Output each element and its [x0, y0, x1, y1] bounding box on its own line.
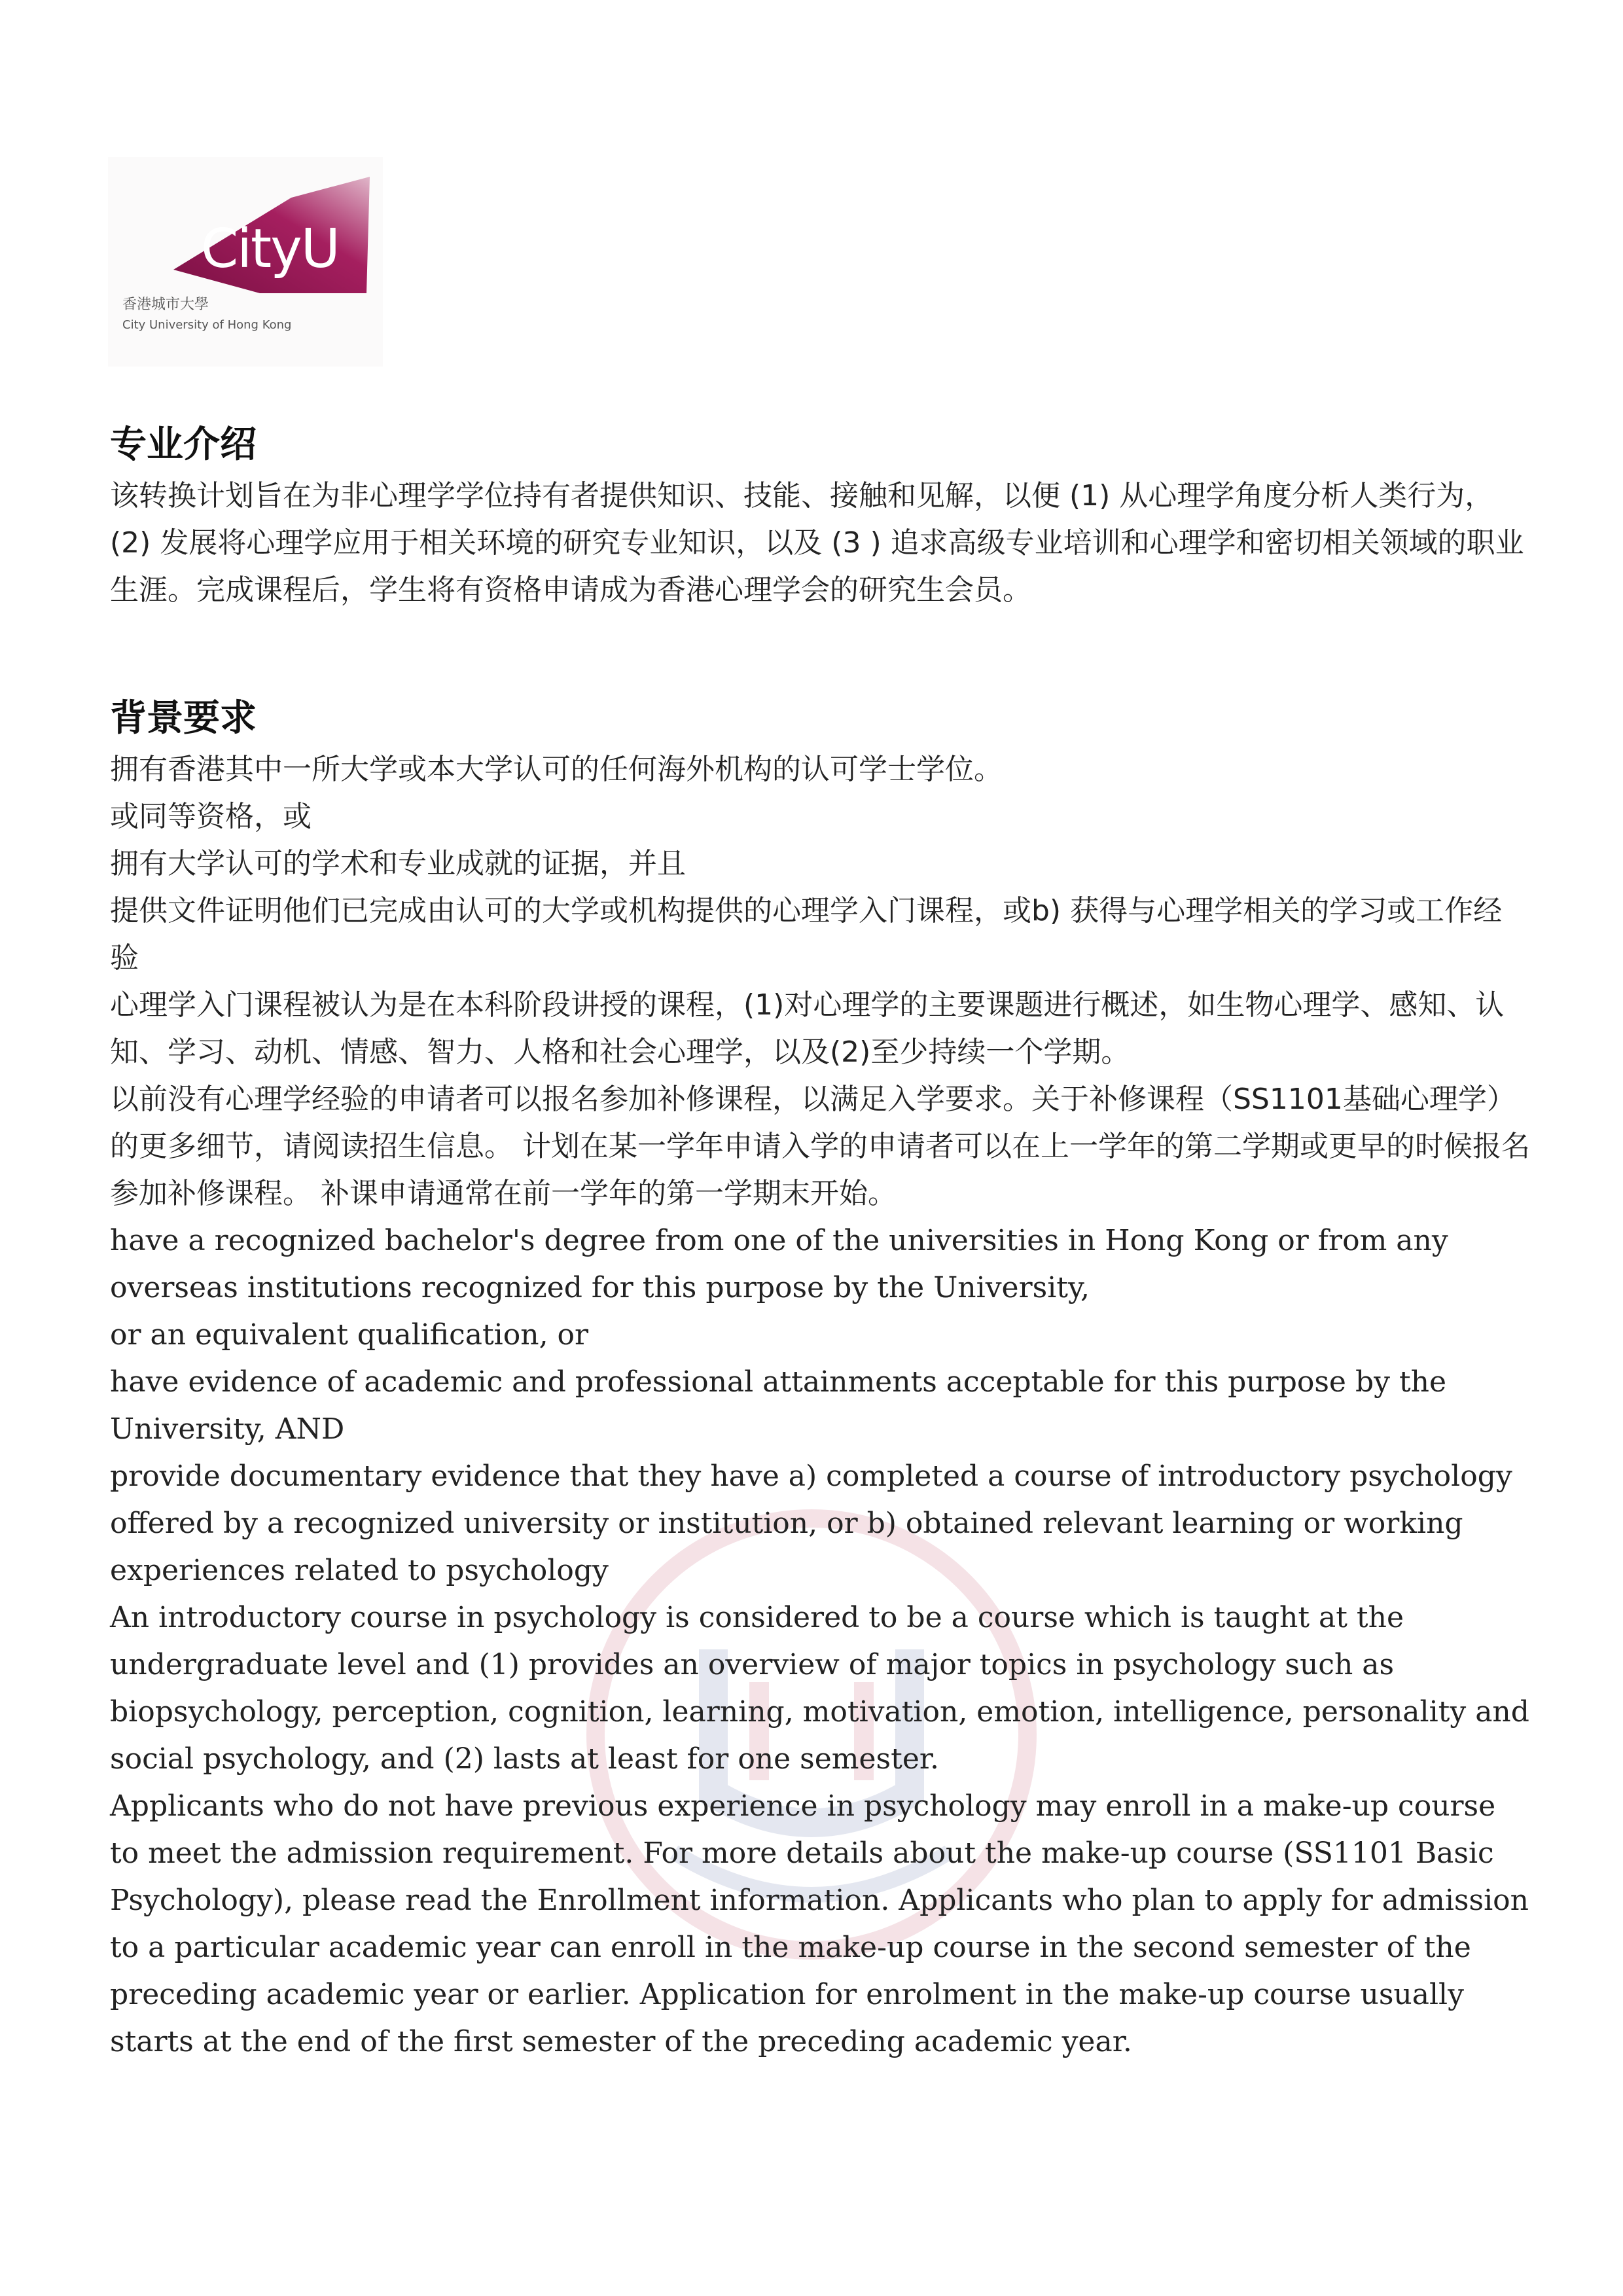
- paragraph: have evidence of academic and professional attainments acceptable for this purpose by the University, AND: [110, 1365, 1447, 1446]
- paragraph: provide documentary evidence that they have a) completed a course of introductory psychology offered by a recognized university or institution, or b) obtained relevant learning or working experiences related to psychology: [110, 1460, 1512, 1587]
- paragraph: have a recognized bachelor's degree from one of the universities in Hong Kong or from any overseas institutions recognized for this purpose by the University,: [110, 1224, 1448, 1304]
- section-program-intro: [110, 419, 1530, 614]
- section-heading: 专业介绍: [110, 423, 257, 466]
- paragraph: 拥有大学认可的学术和专业成就的证据，并且: [110, 847, 686, 880]
- cityu-logo: [108, 157, 383, 367]
- paragraph: 以前没有心理学经验的申请者可以报名参加补修课程，以满足入学要求。关于补修课程（SS1101基础心理学）的更多细节，请阅读招生信息。 计划在某一学年申请入学的申请者可以在上一学年的第二学期或更早的时候报名参加补修课程。 补课申请通常在前一学年的第一学期末开始。: [110, 1083, 1530, 1210]
- logo-wordmark: CityU: [201, 218, 339, 280]
- paragraph: 拥有香港其中一所大学或本大学认可的任何海外机构的认可学士学位。: [110, 753, 1003, 786]
- logo-name-cn: 香港城市大學: [122, 296, 209, 313]
- paragraph: An introductory course in psychology is considered to be a course which is taught at the undergraduate level and (1) provides an overview of major topics in psychology such as biopsychology, perception, cognition, learning, motivation, emotion, intelligence, personality and social psychology, and (2) lasts at least for one semester.: [110, 1601, 1529, 1776]
- paragraph: 提供文件证明他们已完成由认可的大学或机构提供的心理学入门课程，或b) 获得与心理学相关的学习或工作经验: [110, 894, 1503, 975]
- paragraph: 或同等资格，或: [110, 800, 312, 833]
- paragraph: 该转换计划旨在为非心理学学位持有者提供知识、技能、接触和见解，以便 (1) 从心理学角度分析人类行为，(2) 发展将心理学应用于相关环境的研究专业知识，以及 (3 ) 追求高级专业培训和心理学和密切相关领域的职业生涯。完成课程后，学生将有资格申请成为香港心理学会的研究生会员。: [110, 479, 1524, 607]
- logo-graphic: [108, 157, 383, 367]
- paragraph: or an equivalent qualification, or: [110, 1318, 589, 1352]
- logo-name-en: City University of Hong Kong: [122, 318, 292, 332]
- section-heading: 背景要求: [110, 697, 257, 740]
- paragraph: Applicants who do not have previous experience in psychology may enroll in a make-up course to meet the admission requirement. For more details about the make-up course (SS1101 Basic Psychology), please read the Enrollment information. Applicants who plan to apply for admission to a particular academic year can enroll in the make-up course in the second semester of the preceding academic year or earlier. Application for enrolment in the make-up course usually starts at the end of the first semester of the preceding academic year.: [110, 1789, 1529, 2058]
- document-body: [110, 419, 1530, 2144]
- section-requirements: [110, 692, 1530, 2066]
- paragraph: 心理学入门课程被认为是在本科阶段讲授的课程，(1)对心理学的主要课题进行概述，如生物心理学、感知、认知、学习、动机、情感、智力、人格和社会心理学，以及(2)至少持续一个学期。: [110, 988, 1505, 1069]
